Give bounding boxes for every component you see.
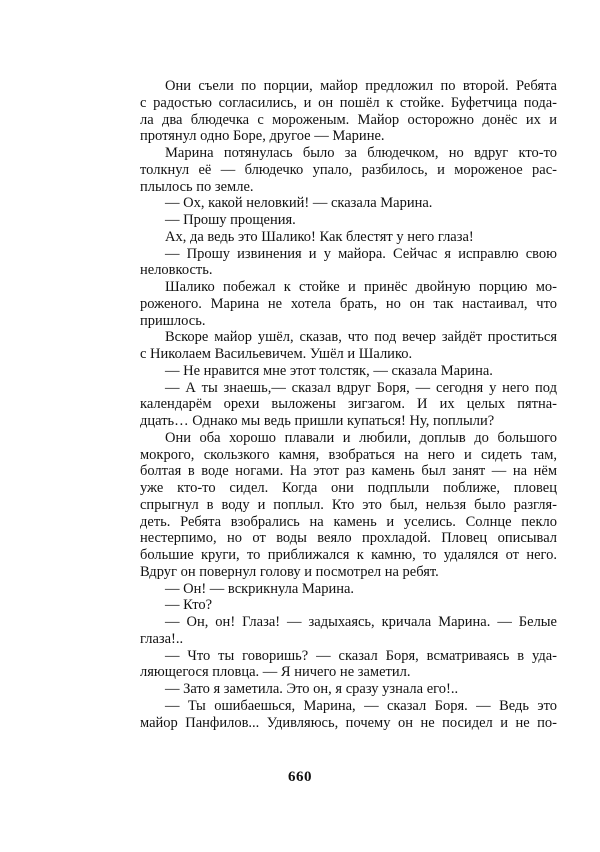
- text-line: Шалико побежал к стойке и принёс двойную порцию мо-: [165, 279, 557, 295]
- text-line: уже кто-то сидел. Когда они подплыли поближе, пловец: [140, 480, 557, 496]
- text-line: большие круги, то приближался к камню, то удалялся от него.: [140, 547, 557, 563]
- text-line: — Кто?: [165, 597, 213, 614]
- text-line: роженого. Марина не хотела брать, но он так настаивал, что: [140, 295, 557, 312]
- text-line: Вдруг он повернул голову и посмотрел на ребят.: [140, 563, 439, 580]
- text-line: календарём орехи выложены зигзагом. И их целых пятна-: [140, 396, 557, 413]
- text-line: — А ты знаешь,— сказал вдруг Боря, — сегодня у него под: [165, 379, 557, 396]
- text-line: нестерпимо, но от воды веяло прохладой. Пловец описывал: [140, 530, 557, 547]
- text-line: — Зато я заметила. Это он, я сразу узнала его!..: [165, 681, 459, 697]
- text-line: майор Панфилов... Удивляюсь, почему он не посидел и не по-: [140, 714, 557, 731]
- text-line: — Не нравится мне этот толстяк, — сказала Марина.: [165, 362, 493, 379]
- text-line: плылось по земле.: [140, 178, 254, 195]
- text-line: пришлось.: [140, 312, 206, 329]
- text-line: — Он, он! Глаза! — задыхаясь, кричала Марина. — Белые: [165, 614, 557, 630]
- text-line: — Прошу прощения.: [165, 212, 296, 228]
- text-line: Вскоре майор ушёл, сказав, что под вечер зайдёт проститься: [165, 329, 557, 346]
- text-line: — Прошу извинения и у майора. Сейчас я исправлю свою: [165, 245, 557, 262]
- text-line: Они съели по порции, майор предложил по второй. Ребята: [165, 78, 557, 94]
- text-line: болтая в воде ногами. На этот раз камень был занят — на нём: [140, 463, 557, 480]
- text-line: спрыгнул в воду и поплыл. Кто это был, нельзя было разгля-: [140, 496, 557, 513]
- text-line: — Ты ошибаешься, Марина, — сказал Боря. — Ведь это: [165, 697, 557, 714]
- text-line: ла два блюдечка с мороженым. Майор осторожно донёс их и: [140, 111, 557, 128]
- text-line: Ах, да ведь это Шалико! Как блестят у него глаза!: [165, 228, 474, 245]
- text-line: с радостью согласились, и он пошёл к стойке. Буфетчица пода-: [140, 94, 557, 111]
- text-line: — Что ты говоришь? — сказал Боря, всматриваясь в уда-: [165, 647, 557, 664]
- text-line: толкнул её — блюдечко упало, разбилось, и мороженое рас-: [140, 161, 557, 178]
- text-line: — Он! — вскрикнула Марина.: [165, 580, 355, 597]
- body-text: [140, 78, 557, 731]
- text-line: протянул одно Боре, другое — Марине.: [140, 128, 385, 145]
- text-line: мокрого, скользкого камня, взобраться на него и сидеть там,: [140, 446, 557, 463]
- text-line: неловкость.: [140, 262, 213, 279]
- text-line: деть. Ребята взобрались на камень и уселись. Солнце пекло: [140, 513, 557, 530]
- text-line: ляющегося пловца. — Я ничего не заметил.: [140, 664, 411, 681]
- text-line: Они оба хорошо плавали и любили, доплыв до большого: [165, 429, 557, 446]
- text-line: с Николаем Васильевичем. Ушёл и Шалико.: [140, 346, 413, 362]
- text-line: Марина потянулась было за блюдечком, но вдруг кто-то: [165, 145, 557, 161]
- text-line: — Ох, какой неловкий! — сказала Марина.: [165, 195, 433, 212]
- text-line: дцать… Однако мы ведь пришли купаться! Ну, поплыли?: [140, 413, 495, 429]
- text-line: глаза!..: [140, 630, 184, 647]
- page-number: 660: [288, 769, 312, 785]
